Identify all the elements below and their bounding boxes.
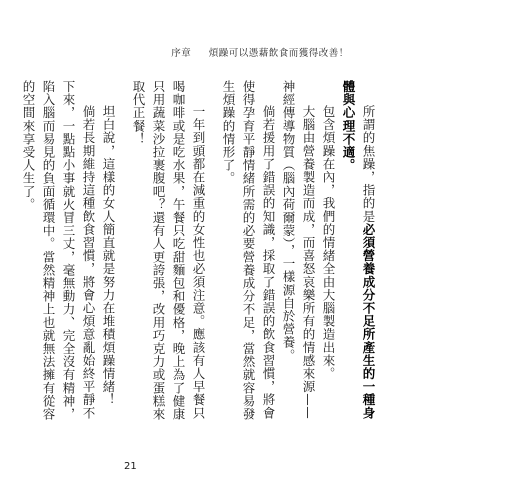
paragraph-2: 包含煩躁在內，我們的情緒全由大腦製造出來。 bbox=[321, 105, 336, 381]
paragraph-3: 大腦由營養製造而成，而喜怒哀樂所有的情感來源——神經傳導物質（腦內荷爾蒙），一樣源自於營養。 bbox=[281, 80, 316, 420]
page-number: 21 bbox=[124, 461, 137, 472]
chapter-title: 煩躁可以憑藉飲食而獲得改善！ bbox=[208, 48, 349, 59]
paragraph-7: 倘若長期維持這種飲食習慣，將會心煩意亂始終平靜不下來，一點點小事就火冒三丈，毫無動力、完全沒有精神，陷入腦而易見的負面循環中。當然精神上也就無法擁有從容的空間來享受人生了。 bbox=[21, 80, 96, 421]
emphasis-text: 必須營養成分不足所產生的一種身體與心理不適。 bbox=[341, 80, 376, 420]
paragraph-6: 坦白說，這樣的女人簡直就是努力在堆積煩躁情緒！ bbox=[101, 105, 116, 407]
paragraph-4: 倘若援用了錯誤的知識，採取了錯誤的飲食習慣，將會使得孕育平靜情緒所需的必要營養成分不足，當然就容易發生煩躁的情形了。 bbox=[221, 80, 276, 421]
chapter-label: 序章 bbox=[171, 48, 192, 59]
running-header bbox=[0, 45, 520, 59]
vertical-body-text bbox=[8, 80, 378, 425]
paragraph-5: 一年到頭都在減重的女性也必須注意。應該有人早餐只喝咖啡或是吃水果，午餐只吃甜麵包和優格，晚上為了健康只用蔬菜沙拉裹腹吧？還有人更誇張，改用巧克力或蛋糕來取代正餐！ bbox=[131, 80, 206, 421]
paragraph-1: 所謂的焦躁，指的是必須營養成分不足所產生的一種身體與心理不適。 bbox=[341, 80, 376, 420]
